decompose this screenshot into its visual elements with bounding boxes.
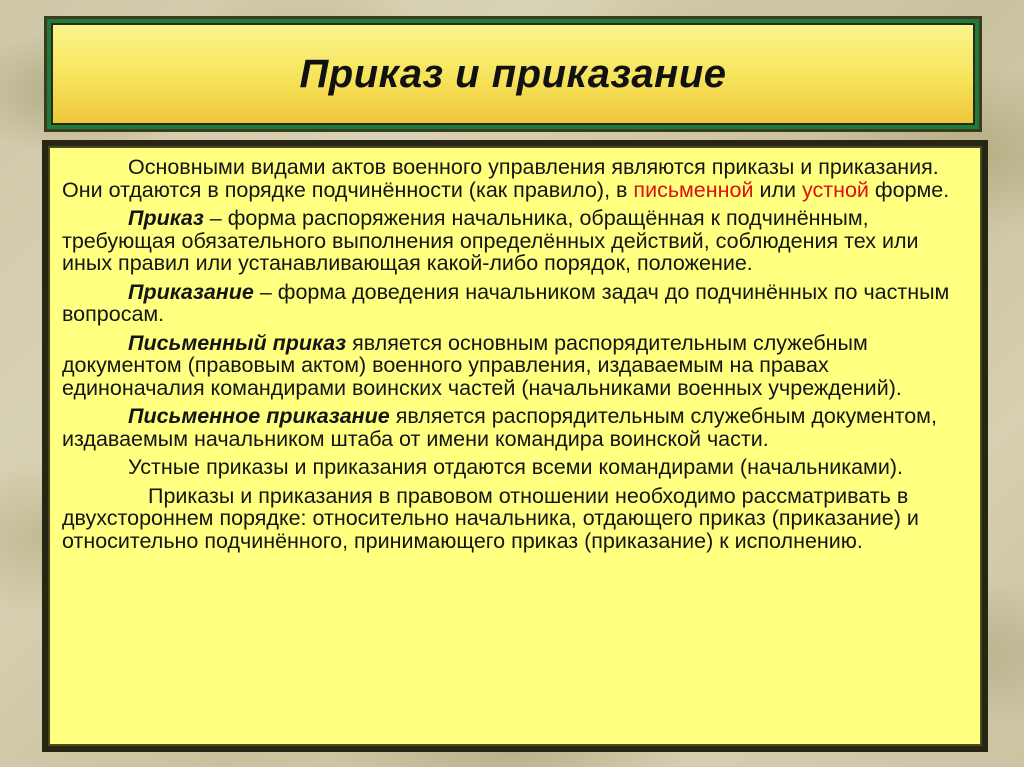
term-written-instruction: Письменное приказание <box>128 404 390 428</box>
paragraph-intro <box>62 156 966 201</box>
legal-text: Приказы и приказания в правовом отношении необходимо рассматривать в двухстороннем порядке: относительно начальника, отдающего приказ (приказание) и относительно подчинённого, принимающего приказ (приказание) к исполнению. <box>62 483 919 553</box>
term-written-order: Письменный приказ <box>128 330 347 355</box>
definition-written-order: является основным распорядительным служебным документом (правовым актом) военного управления, издаваемым на правах единоначалия командирами воинских частей (начальниками военных учреждений). <box>62 330 902 400</box>
highlight-written: письменной <box>633 177 754 202</box>
definition-written-instruction: является распорядительным служебным документом, издаваемым начальником штаба от имени командира воинской части. <box>62 404 937 451</box>
paragraph-instruction <box>62 281 966 326</box>
oral-orders-text: Устные приказы и приказания отдаются всеми командирами (начальниками). <box>128 455 903 479</box>
paragraph-order <box>62 207 966 275</box>
intro-text-2: или <box>753 177 802 202</box>
paragraph-legal <box>62 485 966 553</box>
definition-instruction: – форма доведения начальником задач до подчинённых по частным вопросам. <box>62 279 950 326</box>
intro-text-3: форме. <box>868 177 950 202</box>
intro-text-1: Основными видами актов военного управления являются приказы и приказания. Они отдаются в порядке подчинённости (как правило), в <box>62 155 939 202</box>
content-panel <box>48 146 982 746</box>
definition-order: – форма распоряжения начальника, обращённая к подчинённым, требующая обязательного выполнения определённых действий, соблюдения тех или иных правил или устанавливающая какой-либо порядок, положение. <box>62 206 919 275</box>
term-instruction: Приказание <box>128 279 254 304</box>
content-frame <box>42 140 988 752</box>
title-panel <box>51 23 975 125</box>
term-order: Приказ <box>128 206 204 230</box>
paragraph-written-order <box>62 332 966 400</box>
paragraph-written-instruction <box>62 405 966 450</box>
slide-title: Приказ и приказание <box>299 51 727 96</box>
title-frame <box>44 16 982 132</box>
paragraph-oral-orders <box>62 456 966 479</box>
highlight-oral: устной <box>802 177 869 202</box>
